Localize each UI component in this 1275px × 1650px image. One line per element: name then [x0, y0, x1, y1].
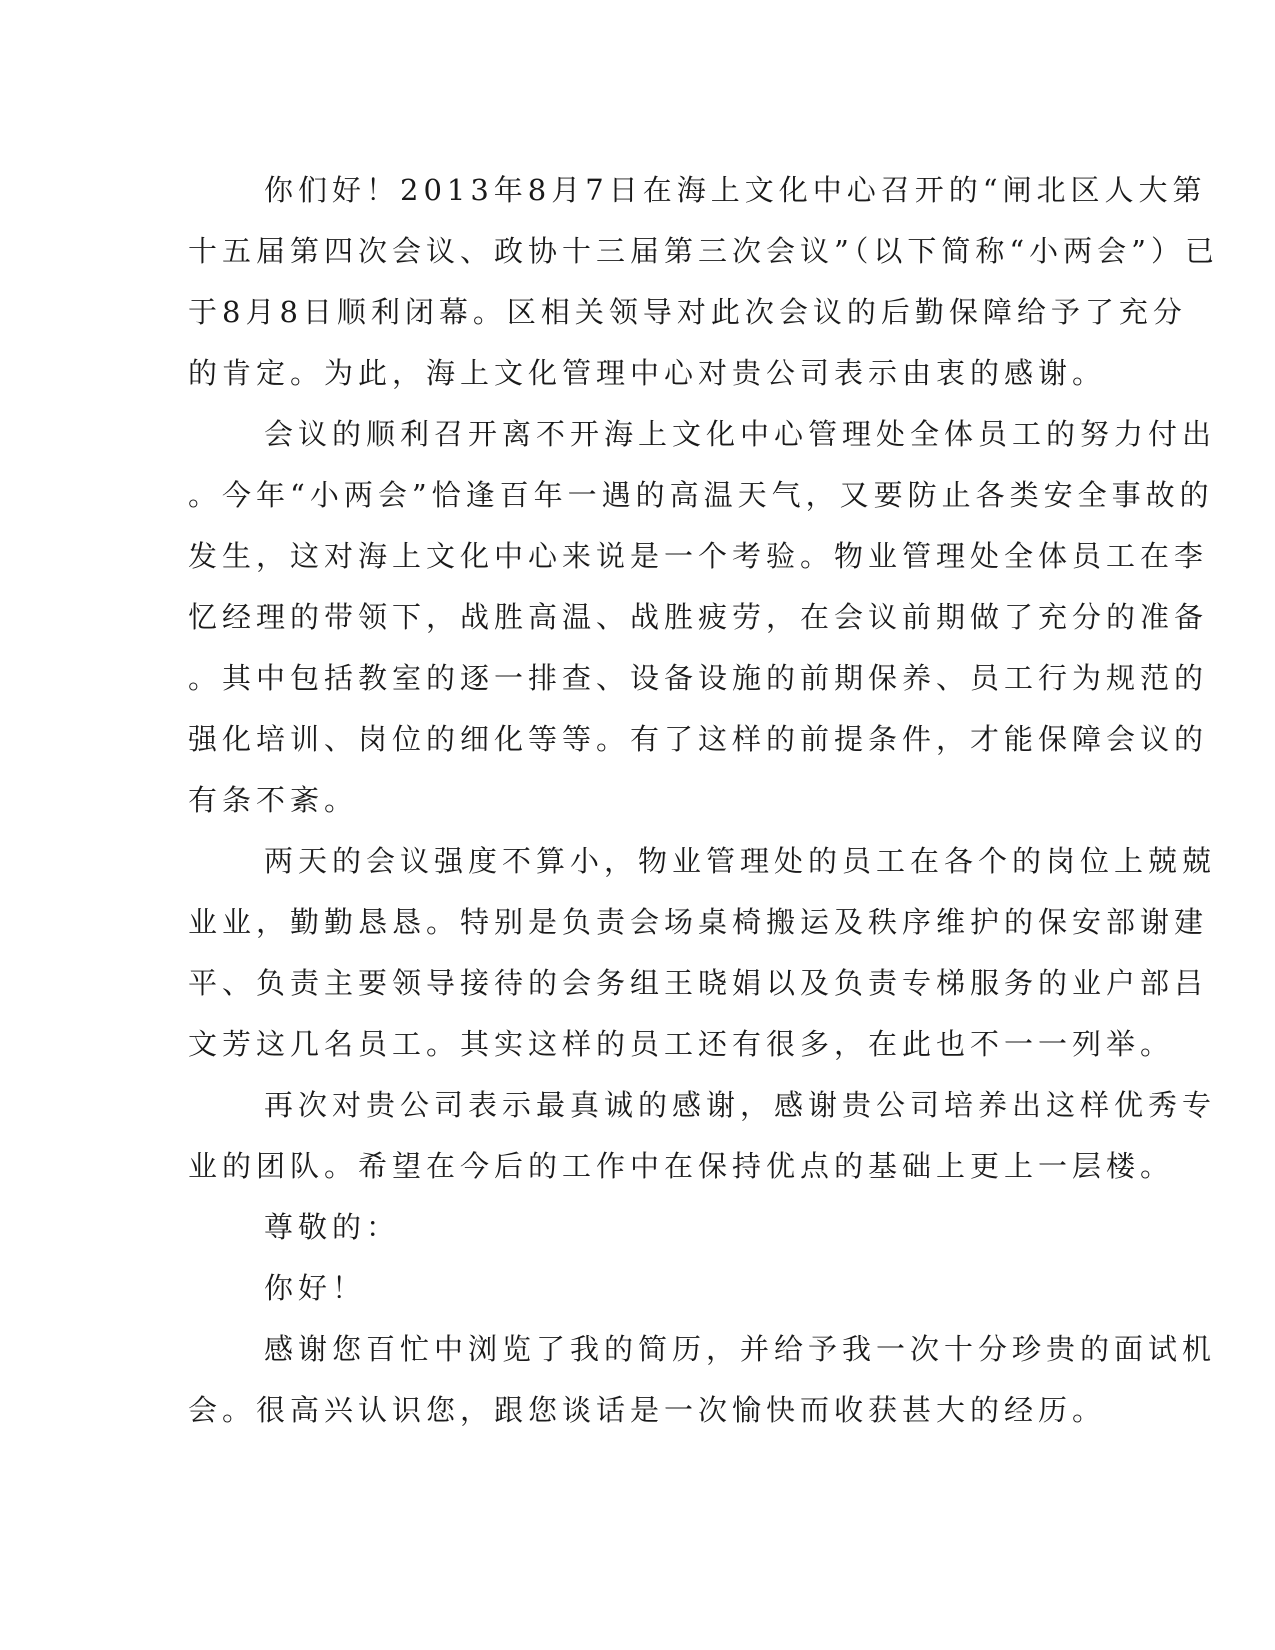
text-line: 。其中包括教室的逐一排查、设备设施的前期保养、员工行为规范的 — [188, 661, 1209, 695]
text-line: 业的团队。希望在今后的工作中在保持优点的基础上更上一层楼。 — [188, 1149, 1175, 1183]
text-line: 会议的顺利召开离不开海上文化中心管理处全体员工的努力付出 — [264, 417, 1217, 451]
text-line: 文芳这几名员工。其实这样的员工还有很多，在此也不一一列举。 — [188, 1027, 1175, 1061]
text-line: 的肯定。为此，海上文化管理中心对贵公司表示由衷的感谢。 — [188, 356, 1107, 390]
text-line: 会。很高兴认识您，跟您谈话是一次愉快而收获甚大的经历。 — [188, 1393, 1107, 1427]
text-line: 强化培训、岗位的细化等等。有了这样的前提条件，才能保障会议的 — [188, 722, 1209, 756]
text-line: 发生，这对海上文化中心来说是一个考验。物业管理处全体员工在李 — [188, 539, 1209, 573]
text-line: 再次对贵公司表示最真诚的感谢，感谢贵公司培养出这样优秀专 — [264, 1088, 1217, 1122]
text-line: 业业，勤勤恳恳。特别是负责会场桌椅搬运及秩序维护的保安部谢建 — [188, 905, 1209, 939]
greeting: 你好！ — [264, 1271, 367, 1305]
paragraph-1 — [188, 160, 1219, 404]
text-line: 两天的会议强度不算小，物业管理处的员工在各个的岗位上兢兢 — [264, 844, 1217, 878]
text-line: 感谢您百忙中浏览了我的简历，并给予我一次十分珍贵的面试机 — [264, 1332, 1217, 1366]
paragraph-5 — [188, 1319, 1217, 1441]
document-body — [188, 160, 1219, 1441]
paragraph-3 — [188, 831, 1217, 1075]
text-line: 十五届第四次会议、政协十三届第三次会议”（以下简称“小两会”）已 — [188, 234, 1219, 268]
salutation: 尊敬的： — [264, 1210, 401, 1244]
text-line: 有条不紊。 — [188, 783, 359, 817]
text-line: 你们好！2013年8月7日在海上文化中心召开的“闸北区人大第 — [264, 173, 1207, 207]
text-line: 平、负责主要领导接待的会务组王晓娟以及负责专梯服务的业户部吕 — [188, 966, 1209, 1000]
paragraph-2 — [188, 404, 1217, 831]
paragraph-4 — [188, 1075, 1217, 1197]
text-line: 忆经理的带领下，战胜高温、战胜疲劳，在会议前期做了充分的准备 — [188, 600, 1209, 634]
text-line: 。今年“小两会”恰逢百年一遇的高温天气，又要防止各类安全事故的 — [188, 478, 1214, 512]
text-line: 于8月8日顺利闭幕。区相关领导对此次会议的后勤保障给予了充分 — [188, 295, 1187, 329]
